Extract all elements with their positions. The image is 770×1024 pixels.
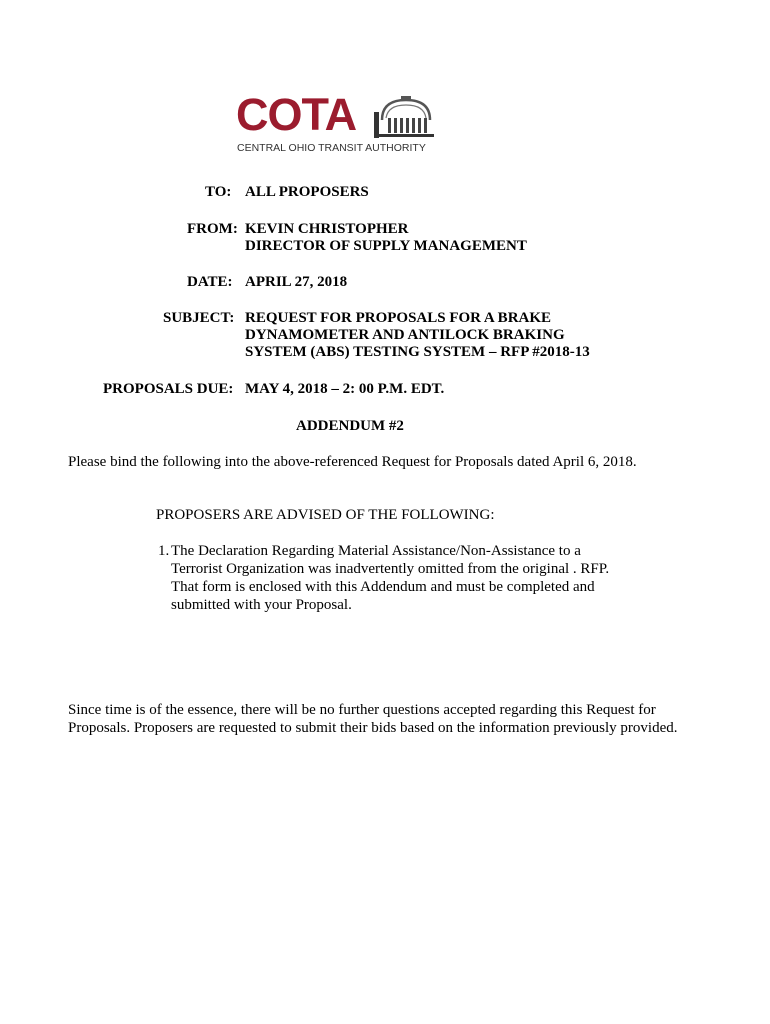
intro-text: Please bind the following into the above-referenced Request for Proposals dated April 6, 2018. xyxy=(68,454,637,470)
date-value: APRIL 27, 2018 xyxy=(245,274,348,290)
closing-paragraph: Since time is of the essence, there will be no further questions accepted regarding this Request for Proposals. Proposers are requested to submit their bids based on the information previously provided. xyxy=(68,702,678,736)
advised-heading: PROPOSERS ARE ADVISED OF THE FOLLOWING: xyxy=(156,507,495,523)
list-item: The Declaration Regarding Material Assistance/Non-Assistance to a Terrorist Organization was inadvertently omitted from the original . RFP. That form is enclosed with this Addendum and must be completed and submitted with your Proposal. xyxy=(171,543,610,613)
subject-line-1: REQUEST FOR PROPOSALS FOR A BRAKE xyxy=(245,310,552,326)
logo-tagline: CENTRAL OHIO TRANSIT AUTHORITY xyxy=(237,142,426,154)
cota-logo xyxy=(236,89,436,158)
from-value: KEVIN CHRISTOPHER xyxy=(245,221,409,237)
logo-wordmark: COTA xyxy=(236,89,357,140)
due-label: PROPOSALS DUE: xyxy=(103,381,234,397)
to-label: TO: xyxy=(205,184,232,200)
list-item-number: 1. xyxy=(158,543,170,559)
from-label: FROM: xyxy=(187,221,238,237)
subject-line-2: DYNAMOMETER AND ANTILOCK BRAKING xyxy=(245,327,565,343)
subject-label: SUBJECT: xyxy=(163,310,235,326)
addendum-title: ADDENDUM #2 xyxy=(296,418,404,434)
subject-line-3: SYSTEM (ABS) TESTING SYSTEM – RFP #2018-13 xyxy=(245,344,590,360)
building-dome-icon xyxy=(368,94,436,138)
date-label: DATE: xyxy=(187,274,233,290)
to-value: ALL PROPOSERS xyxy=(245,184,369,200)
from-title: DIRECTOR OF SUPPLY MANAGEMENT xyxy=(245,238,527,254)
due-value: MAY 4, 2018 – 2: 00 P.M. EDT. xyxy=(245,381,445,397)
